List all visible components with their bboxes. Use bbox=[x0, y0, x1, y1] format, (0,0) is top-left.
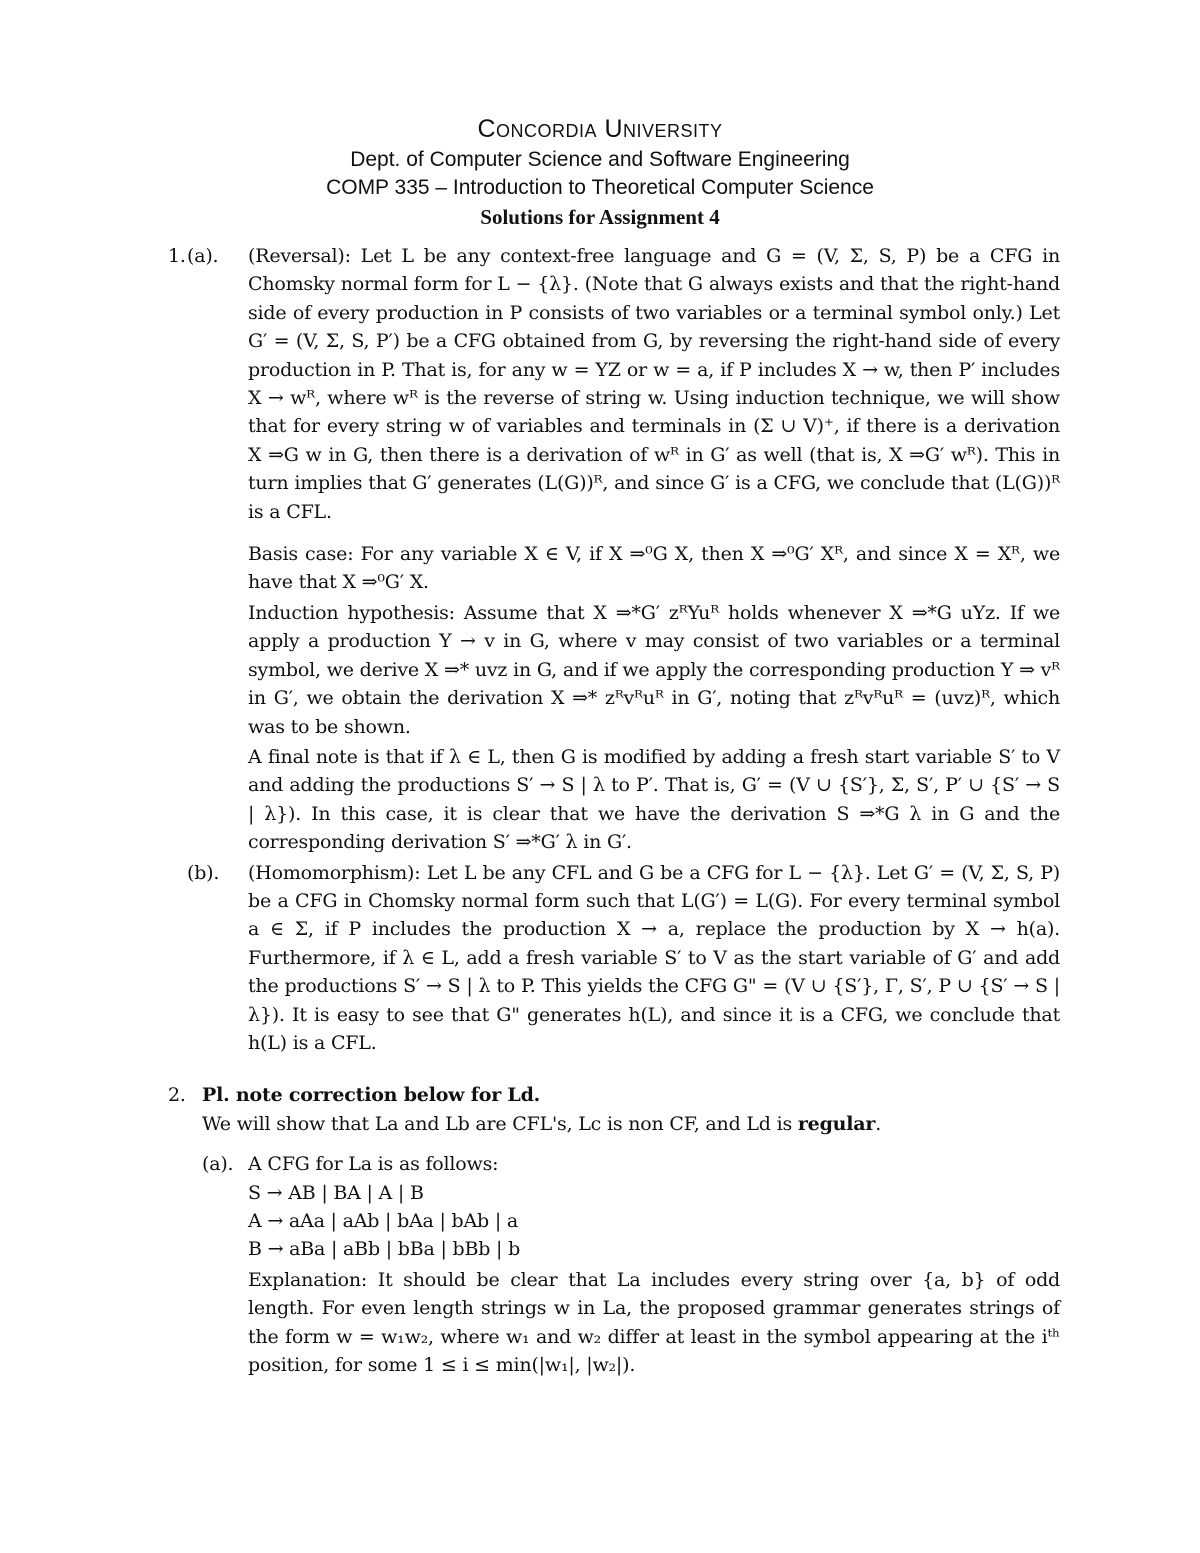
grammar-production-a: A → aAa | aAb | bAa | bAb | a bbox=[248, 1210, 519, 1232]
question-1a-reversal-paragraph: (Reversal): Let L be any context-free language and G = (V, Σ, S, P) be a CFG in Chomsky normal form for L − {λ}. (Note that G always exists and that the right-hand side of every production in P consists of two variables or a terminal symbol only.) Let G′ = (V, Σ, S, P′) be a CFG obtained from G, by reversing the right-hand side of every production in P. That is, for any w = YZ or w = a, if P includes X → w, then P′ includes X → wᴿ, where wᴿ is the reverse of string w. Using induction technique, we will show that for every string w of variables and terminals in (Σ ∪ V)⁺, if there is a derivation X ⇒G w in G, then there is a derivation of wᴿ in G′ as well (that is, X ⇒G′ wᴿ). This in turn implies that G′ generates (L(G))ᴿ, and since G′ is a CFG, we conclude that (L(G))ᴿ is a CFL. bbox=[248, 245, 1060, 523]
question-2 bbox=[168, 1081, 1060, 1379]
question-2a-lead: A CFG for La is as follows: bbox=[248, 1153, 499, 1176]
course-title: COMP 335 – Introduction to Theoretical Computer Science bbox=[326, 176, 874, 199]
question-2-number: 2. bbox=[168, 1084, 186, 1107]
question-2-intro-regular: regular bbox=[797, 1112, 876, 1135]
question-2-intro-text: We will show that La and Lb are CFL's, Lc is non CF, and Ld is bbox=[202, 1112, 798, 1135]
question-2a-explanation: Explanation: It should be clear that La includes every string over {a, b} of odd length. For even length strings w in La, the proposed grammar generates strings of the form w = w₁w₂, where w₁ and w₂ differ at least in the symbol appearing at the iᵗʰ position, for some 1 ≤ i ≤ min(|w₁|, |w₂|). bbox=[248, 1268, 1060, 1377]
question-2-correction-note: Pl. note correction below for Ld. bbox=[202, 1084, 541, 1107]
question-2-intro bbox=[202, 1110, 1060, 1138]
document-body bbox=[168, 242, 1060, 1379]
question-2a bbox=[202, 1150, 1060, 1379]
question-2a-label: (a). bbox=[202, 1153, 234, 1176]
university-name: Concordia University bbox=[477, 115, 723, 143]
document-header bbox=[0, 112, 1200, 232]
document-title: Solutions for Assignment 4 bbox=[480, 205, 720, 229]
department-name: Dept. of Computer Science and Software Engineering bbox=[350, 148, 850, 171]
grammar-production-s: S → AB | BA | A | B bbox=[248, 1181, 424, 1204]
question-1-number: 1. bbox=[168, 245, 186, 267]
question-2-intro-end: . bbox=[875, 1112, 882, 1135]
question-1a-label: (a). bbox=[187, 245, 219, 267]
question-1b-label: (b). bbox=[187, 861, 220, 884]
question-1a-basis-case: Basis case: For any variable X ∈ V, if X ⇒⁰G X, then X ⇒⁰G′ Xᴿ, and since X = Xᴿ, we have that X ⇒⁰G′ X. bbox=[248, 543, 1060, 594]
question-1a-induction-hypothesis: Induction hypothesis: Assume that X ⇒*G′ zᴿYuᴿ holds whenever X ⇒*G uYz. If we apply a production Y → v in G, where v may consist of two variables or a terminal symbol, we derive X ⇒* uvz in G, and if we apply the corresponding production Y ⇒ vᴿ in G′, we obtain the derivation X ⇒* zᴿvᴿuᴿ in G′, noting that zᴿvᴿuᴿ = (uvz)ᴿ, which was to be shown. bbox=[248, 601, 1060, 738]
question-1b bbox=[187, 859, 1060, 1058]
question-1a bbox=[187, 242, 1060, 857]
question-1a-final-note: A final note is that if λ ∈ L, then G is modified by adding a fresh start variable S′ to V and adding the productions S′ → S | λ to P′. That is, G′ = (V ∪ {S′}, Σ, S′, P′ ∪ {S′ → S | λ}). In this case, it is clear that we have the derivation S ⇒*G λ in G and the corresponding derivation S′ ⇒*G′ λ in G′. bbox=[248, 745, 1060, 854]
grammar-production-b: B → aBa | aBb | bBa | bBb | b bbox=[248, 1238, 521, 1261]
question-1b-homomorphism-paragraph: (Homomorphism): Let L be any CFL and G be a CFG for L − {λ}. Let G′ = (V, Σ, S, P) be a CFG in Chomsky normal form such that L(G′) = L(G). For every terminal symbol a ∈ Σ, if P includes the production X → a, replace the production by X → h(a). Furthermore, if λ ∈ L, add a fresh variable S′ to V as the start variable of G′ and add the productions S′ → S | λ to P. This yields the CFG G" = (V ∪ {S′}, Γ, S′, P ∪ {S′ → S | λ}). It is easy to see that G" generates h(L), and since it is a CFG, we conclude that h(L) is a CFL. bbox=[248, 861, 1060, 1054]
question-1 bbox=[168, 242, 1060, 1057]
